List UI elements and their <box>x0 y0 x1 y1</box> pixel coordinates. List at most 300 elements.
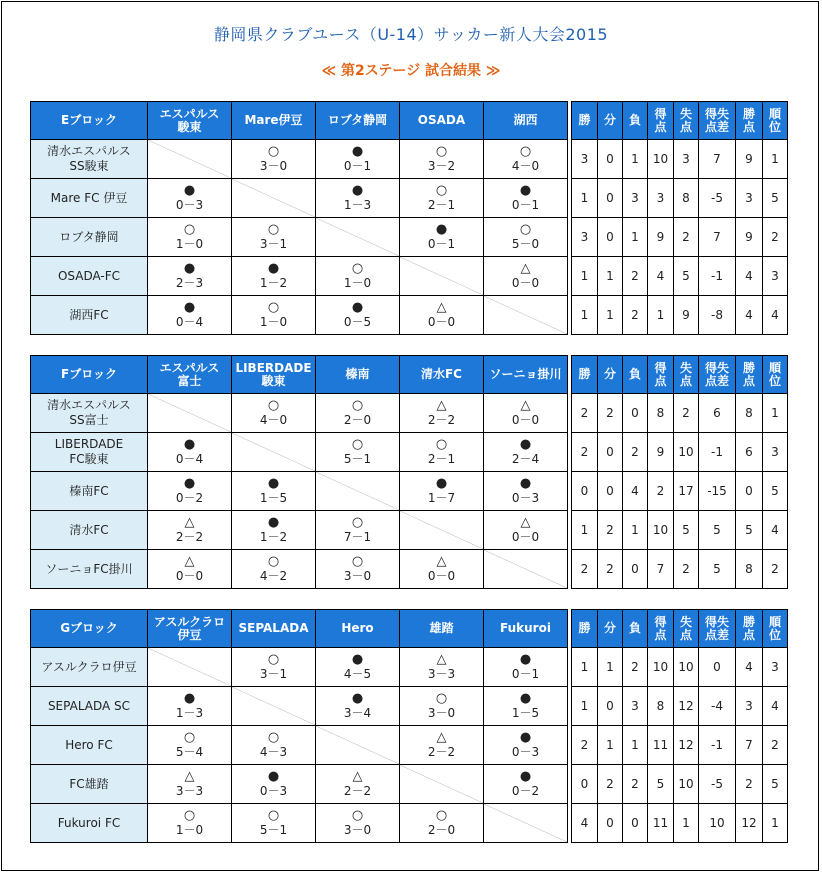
stat-value: 0 <box>598 804 623 843</box>
stat-value: -1 <box>699 257 736 296</box>
stat-value: 3 <box>763 648 788 687</box>
stat-value: 4 <box>623 472 648 511</box>
draw-triangle-icon: △ <box>352 769 363 784</box>
stat-value: 6 <box>736 433 763 472</box>
match-score: 2－1 <box>427 452 456 466</box>
stat-header <box>572 610 598 648</box>
match-score: 0－1 <box>511 667 540 681</box>
match-result <box>316 140 400 179</box>
loss-dot-icon: ● <box>519 769 532 784</box>
match-score: 4－0 <box>511 159 540 173</box>
match-result <box>148 687 232 726</box>
stat-value: 0 <box>598 218 623 257</box>
stat-value: 4 <box>736 296 763 335</box>
match-result <box>316 804 400 843</box>
stat-header <box>699 102 736 140</box>
stat-value: 0 <box>572 765 598 804</box>
match-result <box>148 257 232 296</box>
draw-triangle-icon: △ <box>520 515 531 530</box>
loss-dot-icon: ● <box>435 476 448 491</box>
loss-dot-icon: ● <box>519 437 532 452</box>
cell-text-line: エスパルス <box>159 360 220 375</box>
match-score: 0－1 <box>511 198 540 212</box>
cell-text-line: 位 <box>768 373 781 388</box>
match-result <box>484 472 568 511</box>
stat-header <box>674 102 699 140</box>
match-score: 1－3 <box>175 706 204 720</box>
cell-text-line: 雄踏 <box>429 621 454 635</box>
stat-value: 5 <box>763 472 788 511</box>
match-score: 3－4 <box>343 706 372 720</box>
team-row <box>31 296 788 335</box>
match-result <box>148 550 232 589</box>
opponent-header <box>484 102 568 140</box>
stat-value: 7 <box>699 218 736 257</box>
cell-text-line: SEPALADA <box>238 621 309 635</box>
stat-value: 4 <box>763 296 788 335</box>
stat-value: 1 <box>598 296 623 335</box>
draw-triangle-icon: △ <box>436 554 447 569</box>
cell-text-line: 位 <box>768 119 781 134</box>
stat-value: 1 <box>572 687 598 726</box>
match-score: 0－4 <box>175 452 204 466</box>
match-result <box>316 179 400 218</box>
cell-text-line: Fukuroi <box>500 621 551 635</box>
self-match-cell <box>484 804 568 843</box>
match-result <box>232 218 316 257</box>
match-result <box>148 179 232 218</box>
match-score: 2－2 <box>175 530 204 544</box>
stat-value: 2 <box>572 433 598 472</box>
match-result <box>148 433 232 472</box>
standings-table <box>30 609 788 843</box>
match-result <box>484 648 568 687</box>
stat-value: 7 <box>648 550 674 589</box>
cell-text-line: 得失 <box>704 106 729 121</box>
team-name <box>31 257 148 296</box>
block-f-table <box>30 355 788 589</box>
stat-header <box>572 102 598 140</box>
stat-value: 11 <box>648 726 674 765</box>
cell-text-line: 点 <box>679 627 692 642</box>
stat-value: 9 <box>648 433 674 472</box>
stat-value: 0 <box>623 394 648 433</box>
stat-value: 12 <box>674 687 699 726</box>
match-score: 3－2 <box>427 159 456 173</box>
self-match-cell <box>232 687 316 726</box>
match-result <box>232 140 316 179</box>
self-match-cell <box>400 257 484 296</box>
match-score: 1－0 <box>175 237 204 251</box>
stat-header <box>648 356 674 394</box>
stat-value: 12 <box>736 804 763 843</box>
stat-value: -4 <box>699 687 736 726</box>
match-result <box>232 550 316 589</box>
stat-value: 0 <box>598 687 623 726</box>
block-e-table <box>30 101 788 335</box>
stat-value: 10 <box>648 140 674 179</box>
stat-value: 1 <box>763 394 788 433</box>
team-name <box>31 648 148 687</box>
win-circle-icon: ○ <box>267 652 280 667</box>
opponent-header <box>232 356 316 394</box>
loss-dot-icon: ● <box>519 183 532 198</box>
block-name: Eブロック <box>31 102 148 140</box>
stat-value: 2 <box>598 511 623 550</box>
team-row <box>31 433 788 472</box>
stat-header <box>674 610 699 648</box>
team-row <box>31 472 788 511</box>
opponent-header <box>400 356 484 394</box>
match-result <box>148 472 232 511</box>
stat-value: 1 <box>598 726 623 765</box>
cell-text-line: アスルクラロ伊豆 <box>41 659 137 674</box>
stat-value: 3 <box>763 433 788 472</box>
stat-value: 1 <box>598 648 623 687</box>
cell-text-line: 点 <box>654 627 667 642</box>
draw-triangle-icon: △ <box>436 652 447 667</box>
stat-value: 0 <box>598 140 623 179</box>
win-circle-icon: ○ <box>267 222 280 237</box>
stat-value: 3 <box>572 140 598 179</box>
opponent-header <box>232 102 316 140</box>
match-result <box>400 648 484 687</box>
match-score: 0－1 <box>343 159 372 173</box>
win-circle-icon: ○ <box>435 183 448 198</box>
page-title: 静岡県クラブユース（U-14）サッカー新人大会2015 <box>213 25 609 44</box>
stat-value: 2 <box>623 257 648 296</box>
match-score: 2－3 <box>175 276 204 290</box>
draw-triangle-icon: △ <box>436 300 447 315</box>
stat-header <box>763 102 788 140</box>
team-row <box>31 765 788 804</box>
stat-value: 2 <box>572 550 598 589</box>
match-result <box>148 765 232 804</box>
stat-value: 0 <box>699 648 736 687</box>
opponent-header <box>316 610 400 648</box>
match-score: 3－0 <box>427 706 456 720</box>
win-circle-icon: ○ <box>435 808 448 823</box>
stat-value: 0 <box>598 472 623 511</box>
loss-dot-icon: ● <box>351 144 364 159</box>
stat-value: 0 <box>598 179 623 218</box>
stat-header <box>623 356 648 394</box>
stat-header <box>648 102 674 140</box>
match-score: 4－5 <box>343 667 372 681</box>
opponent-header <box>316 356 400 394</box>
cell-text-line: 清水FC <box>69 522 109 537</box>
self-match-cell <box>316 218 400 257</box>
header-row <box>31 356 788 394</box>
team-row <box>31 257 788 296</box>
stat-value: 5 <box>674 257 699 296</box>
self-match-cell <box>148 648 232 687</box>
stat-value: 1 <box>572 179 598 218</box>
match-result <box>400 433 484 472</box>
match-result <box>484 179 568 218</box>
team-name <box>31 394 148 433</box>
match-result <box>232 648 316 687</box>
stat-value: 0 <box>598 433 623 472</box>
match-score: 4－0 <box>259 413 288 427</box>
cell-text-line: 点 <box>742 373 755 388</box>
loss-dot-icon: ● <box>519 691 532 706</box>
stat-header <box>598 610 623 648</box>
match-score: 2－4 <box>511 452 540 466</box>
self-match-cell <box>400 765 484 804</box>
cell-text-line: SS駿東 <box>69 159 109 173</box>
stat-value: 2 <box>598 765 623 804</box>
match-result <box>400 140 484 179</box>
match-score: 0－2 <box>175 491 204 505</box>
match-score: 0－1 <box>427 237 456 251</box>
cell-text-line: 得 <box>654 360 667 375</box>
stat-header <box>674 356 699 394</box>
match-result <box>316 765 400 804</box>
stat-value: 1 <box>623 140 648 179</box>
team-name <box>31 726 148 765</box>
stat-value: 1 <box>572 257 598 296</box>
self-match-cell <box>400 511 484 550</box>
team-name <box>31 550 148 589</box>
match-result <box>484 511 568 550</box>
stat-value: 6 <box>699 394 736 433</box>
stat-value: 2 <box>572 394 598 433</box>
match-score: 2－1 <box>427 198 456 212</box>
team-row <box>31 511 788 550</box>
match-result <box>232 726 316 765</box>
match-result <box>316 511 400 550</box>
match-score: 0－3 <box>259 784 288 798</box>
team-name <box>31 687 148 726</box>
win-circle-icon: ○ <box>351 437 364 452</box>
stat-header <box>623 102 648 140</box>
match-score: 1－7 <box>427 491 456 505</box>
win-circle-icon: ○ <box>351 398 364 413</box>
team-name <box>31 433 148 472</box>
match-score: 2－2 <box>427 745 456 759</box>
stat-value: 17 <box>674 472 699 511</box>
stat-value: 5 <box>674 511 699 550</box>
match-result <box>232 804 316 843</box>
match-score: 1－2 <box>259 276 288 290</box>
stat-value: 2 <box>572 726 598 765</box>
win-circle-icon: ○ <box>351 808 364 823</box>
loss-dot-icon: ● <box>183 183 196 198</box>
cell-text-line: 駿東 <box>177 119 202 134</box>
stat-value: 1 <box>648 296 674 335</box>
draw-triangle-icon: △ <box>520 398 531 413</box>
draw-triangle-icon: △ <box>184 769 195 784</box>
stat-value: 10 <box>674 765 699 804</box>
match-score: 0－0 <box>175 569 204 583</box>
win-circle-icon: ○ <box>435 144 448 159</box>
stat-value: 5 <box>736 511 763 550</box>
cell-text-line: エスパルス <box>159 106 220 121</box>
match-score: 0－3 <box>175 198 204 212</box>
stat-header <box>736 610 763 648</box>
team-name <box>31 472 148 511</box>
cell-text-line: 点差 <box>704 119 729 134</box>
stat-value: 12 <box>674 726 699 765</box>
page-subtitle: ≪ 第2ステージ 試合結果 ≫ <box>321 63 501 79</box>
cell-text-line: 清水エスパルス <box>47 144 131 158</box>
loss-dot-icon: ● <box>183 691 196 706</box>
stat-value: 1 <box>763 140 788 179</box>
match-score: 0－4 <box>175 315 204 329</box>
loss-dot-icon: ● <box>351 691 364 706</box>
stat-value: 8 <box>648 687 674 726</box>
loss-dot-icon: ● <box>435 222 448 237</box>
self-match-cell <box>148 394 232 433</box>
cell-text-line: アスルクラロ <box>153 614 226 629</box>
match-result <box>232 394 316 433</box>
stat-value: 0 <box>623 804 648 843</box>
match-score: 4－2 <box>259 569 288 583</box>
cell-text-line: 負 <box>628 367 641 381</box>
match-score: 7－1 <box>343 530 372 544</box>
stat-value: -5 <box>699 179 736 218</box>
cell-text-line: ロブタ静岡 <box>59 229 119 244</box>
match-score: 0－0 <box>427 569 456 583</box>
stat-value: 4 <box>763 511 788 550</box>
team-row <box>31 648 788 687</box>
stat-value: 10 <box>648 511 674 550</box>
cell-text-line: ロブタ静岡 <box>327 113 388 127</box>
stat-value: 1 <box>763 804 788 843</box>
cell-text-line: 勝 <box>578 621 591 635</box>
cell-text-line: 点 <box>742 627 755 642</box>
team-name <box>31 140 148 179</box>
stat-value: -5 <box>699 765 736 804</box>
self-match-cell <box>232 179 316 218</box>
self-match-cell <box>232 433 316 472</box>
cell-text-line: Hero <box>341 621 374 635</box>
opponent-header <box>148 102 232 140</box>
opponent-header <box>148 610 232 648</box>
stat-value: 10 <box>674 648 699 687</box>
cell-text-line: 負 <box>628 621 641 635</box>
stat-value: 9 <box>674 296 699 335</box>
self-match-cell <box>484 296 568 335</box>
stat-value: 1 <box>674 804 699 843</box>
match-score: 0－2 <box>511 784 540 798</box>
cell-text-line: 点 <box>742 119 755 134</box>
match-score: 4－3 <box>259 745 288 759</box>
stat-value: 4 <box>736 648 763 687</box>
match-result <box>316 687 400 726</box>
win-circle-icon: ○ <box>267 300 280 315</box>
match-result <box>316 433 400 472</box>
team-row <box>31 394 788 433</box>
stat-value: 2 <box>763 726 788 765</box>
match-score: 3－0 <box>259 159 288 173</box>
match-score: 0－0 <box>427 315 456 329</box>
cell-text-line: 勝 <box>742 614 755 629</box>
team-row <box>31 179 788 218</box>
cell-text-line: 湖西 <box>513 113 538 127</box>
win-circle-icon: ○ <box>351 515 364 530</box>
header-row <box>31 610 788 648</box>
cell-text-line: LIBERDADE <box>235 360 312 375</box>
match-result <box>232 511 316 550</box>
stat-value: 11 <box>648 804 674 843</box>
stat-value: 3 <box>763 257 788 296</box>
cell-text-line: SS富士 <box>69 413 109 427</box>
loss-dot-icon: ● <box>519 476 532 491</box>
opponent-header <box>400 102 484 140</box>
cell-text-line: 富士 <box>177 373 202 388</box>
win-circle-icon: ○ <box>183 730 196 745</box>
stat-value: 0 <box>572 472 598 511</box>
cell-text-line: Mare FC 伊豆 <box>50 190 128 205</box>
cell-text-line: FC駿東 <box>69 452 109 466</box>
opponent-header <box>484 356 568 394</box>
stat-value: 2 <box>674 218 699 257</box>
stat-value: 10 <box>699 804 736 843</box>
match-score: 3－3 <box>427 667 456 681</box>
match-result <box>400 726 484 765</box>
match-score: 1－2 <box>259 530 288 544</box>
cell-text-line: FC雄踏 <box>69 776 109 791</box>
stat-value: 7 <box>736 726 763 765</box>
cell-text-line: 榛南 <box>345 367 370 381</box>
loss-dot-icon: ● <box>183 300 196 315</box>
stat-value: 3 <box>736 687 763 726</box>
cell-text-line: 失 <box>679 106 692 121</box>
match-score: 3－1 <box>259 667 288 681</box>
self-match-cell <box>484 550 568 589</box>
cell-text-line: 清水エスパルス <box>47 398 131 412</box>
cell-text-line: 分 <box>603 621 616 635</box>
match-result <box>400 394 484 433</box>
match-score: 2－0 <box>343 413 372 427</box>
stat-header <box>572 356 598 394</box>
loss-dot-icon: ● <box>519 730 532 745</box>
draw-triangle-icon: △ <box>436 398 447 413</box>
stat-value: -8 <box>699 296 736 335</box>
stat-value: 8 <box>736 550 763 589</box>
loss-dot-icon: ● <box>519 652 532 667</box>
opponent-header <box>232 610 316 648</box>
cell-text-line: SEPALADA SC <box>47 698 131 713</box>
stat-value: 10 <box>674 433 699 472</box>
stat-value: 2 <box>623 433 648 472</box>
match-result <box>400 472 484 511</box>
cell-text-line: 分 <box>603 367 616 381</box>
match-result <box>232 472 316 511</box>
stat-value: 4 <box>648 257 674 296</box>
match-score: 3－1 <box>259 237 288 251</box>
stat-value: -1 <box>699 433 736 472</box>
cell-text-line: 得失 <box>704 360 729 375</box>
self-match-cell <box>148 140 232 179</box>
match-result <box>484 140 568 179</box>
match-score: 0－5 <box>343 315 372 329</box>
loss-dot-icon: ● <box>351 652 364 667</box>
stat-value: 1 <box>572 648 598 687</box>
stat-value: 1 <box>623 726 648 765</box>
cell-text-line: Fukuroi FC <box>57 815 121 830</box>
cell-text-line: 負 <box>628 113 641 127</box>
match-score: 0－0 <box>511 276 540 290</box>
stat-value: 3 <box>674 140 699 179</box>
stat-value: 2 <box>763 550 788 589</box>
match-score: 2－0 <box>427 823 456 837</box>
match-result <box>232 257 316 296</box>
stat-value: 2 <box>648 472 674 511</box>
loss-dot-icon: ● <box>267 515 280 530</box>
